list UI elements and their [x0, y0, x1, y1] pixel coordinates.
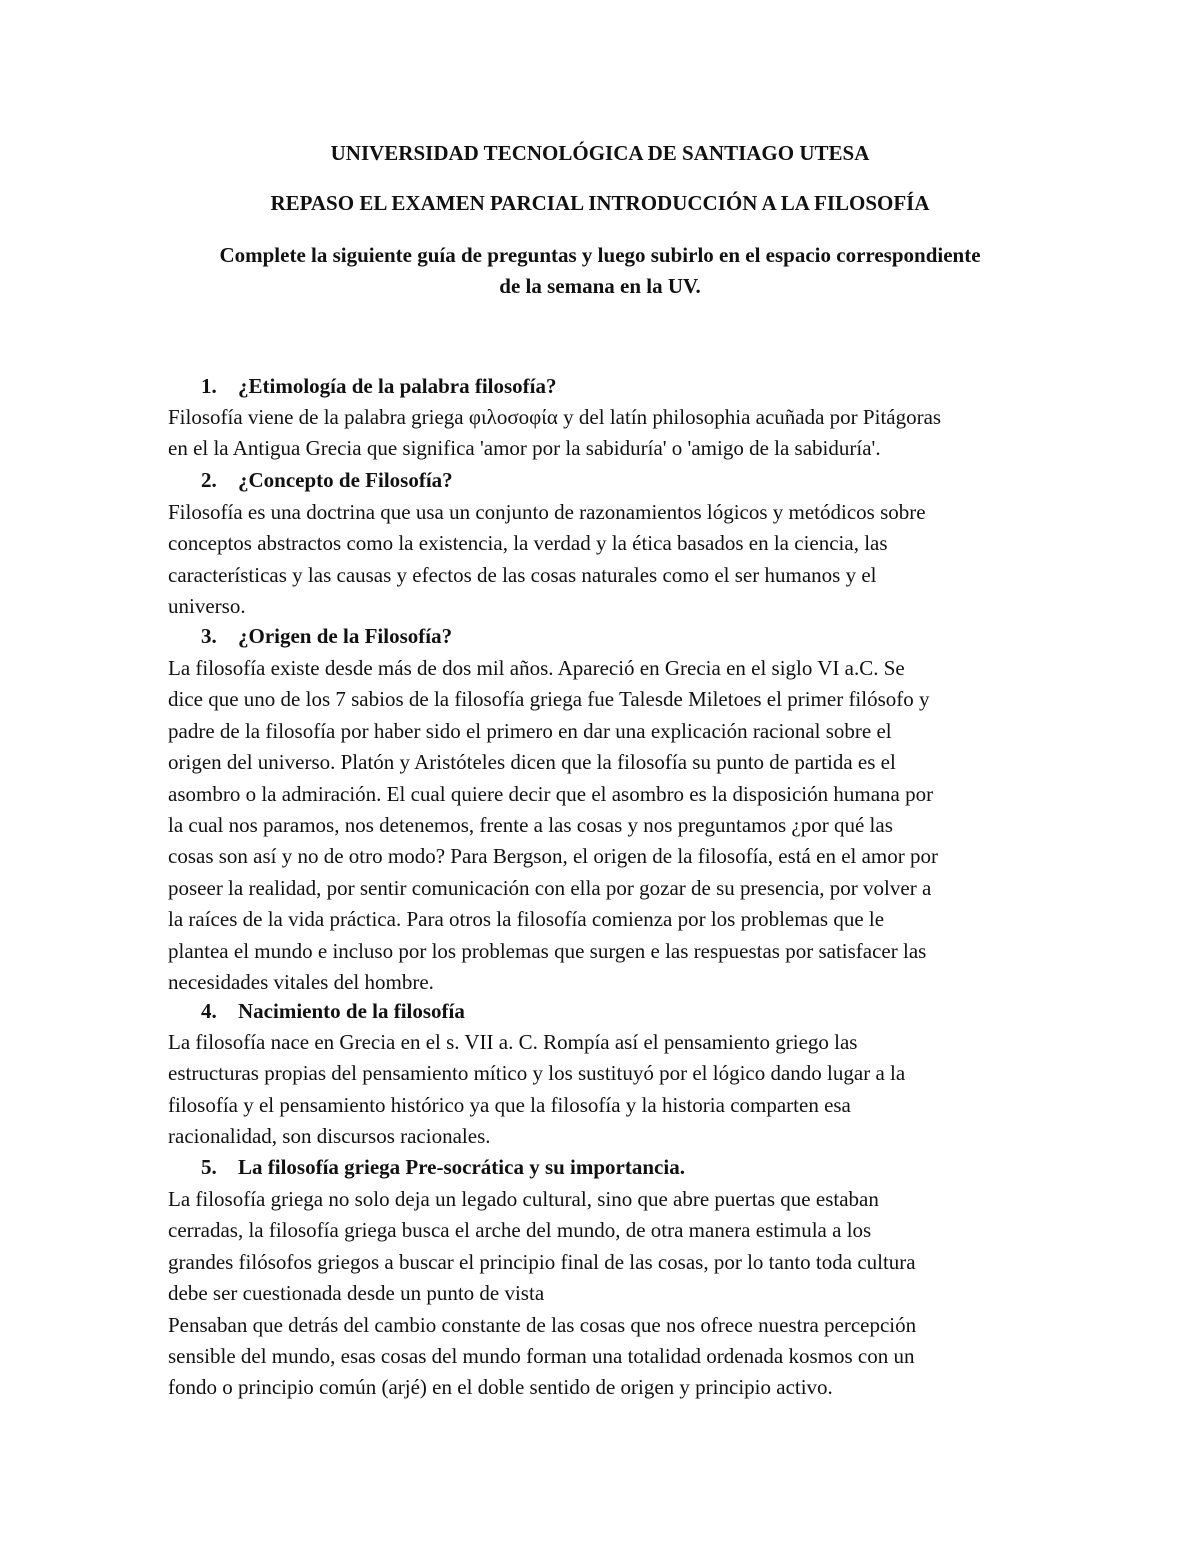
answer-line: Filosofía viene de la palabra griega φιλοσοφία y del latín philosophia acuñada por Pitágoras [168, 405, 942, 429]
answer-line: conceptos abstractos como la existencia, la verdad y la ética basados en la ciencia, las [168, 531, 888, 556]
answer-line: cosas son así y no de otro modo? Para Bergson, el origen de la filosofía, está en el amor por [168, 844, 938, 869]
exam-title: REPASO EL EXAMEN PARCIAL INTRODUCCIÓN A LA FILOSOFÍA [270, 191, 930, 215]
question-2-title [201, 465, 453, 496]
answer-line: racionalidad, son discursos racionales. [168, 1124, 491, 1149]
answer-line: cerradas, la filosofía griega busca el arche del mundo, de otra manera estimula a los [168, 1218, 872, 1243]
instructions [0, 240, 1200, 302]
question-number: 5. [201, 1155, 217, 1179]
university-title: UNIVERSIDAD TECNOLÓGICA DE SANTIAGO UTESA [330, 141, 870, 165]
question-number: 3. [201, 624, 217, 648]
answer-line: poseer la realidad, por sentir comunicación con ella por gozar de su presencia, por volver a [168, 875, 932, 900]
answer-line: dice que uno de los 7 sabios de la filosofía griega fue Talesde Miletoes el primer filósofo y [168, 687, 930, 712]
answer-line: La filosofía griega no solo deja un legado cultural, sino que abre puertas que estaban [168, 1187, 879, 1211]
question-title-text: ¿Etimología de la palabra filosofía? [238, 374, 557, 398]
answer-line: Filosofía es una doctrina que usa un conjunto de razonamientos lógicos y metódicos sobre [168, 500, 926, 524]
answer-line: en el la Antigua Grecia que significa 'amor por la sabiduría' o 'amigo de la sabiduría'. [168, 436, 881, 461]
answer-line: universo. [168, 594, 246, 619]
question-number: 1. [201, 374, 217, 398]
answer-line: asombro o la admiración. El cual quiere decir que el asombro es la disposición humana por [168, 781, 934, 806]
question-3-answer [168, 653, 1038, 998]
answer-line: la cual nos paramos, nos detenemos, frente a las cosas y nos preguntamos ¿por qué las [168, 813, 893, 838]
question-5-answer [168, 1184, 1038, 1404]
question-1-answer [168, 402, 1038, 465]
question-number: 4. [201, 999, 217, 1023]
answer-line: fondo o principio común (arjé) en el doble sentido de origen y principio activo. [168, 1375, 833, 1400]
answer-line: grandes filósofos griegos a buscar el principio final de las cosas, por lo tanto toda cultura [168, 1249, 916, 1274]
question-3-title [201, 621, 452, 652]
question-4-answer [168, 1027, 1038, 1153]
answer-line: la raíces de la vida práctica. Para otros la filosofía comienza por los problemas que le [168, 907, 885, 932]
question-title-text: ¿Concepto de Filosofía? [238, 468, 453, 492]
answer-line: características y las causas y efectos de las cosas naturales como el ser humanos y el [168, 562, 877, 587]
question-title-text: ¿Origen de la Filosofía? [238, 624, 453, 648]
instruction-line: de la semana en la UV. [499, 274, 701, 298]
answer-line: La filosofía existe desde más de dos mil años. Apareció en Grecia en el siglo VI a.C. Se [168, 656, 905, 680]
answer-line: filosofía y el pensamiento histórico ya que la filosofía y la historia comparten esa [168, 1092, 851, 1117]
answer-line: padre de la filosofía por haber sido el primero en dar una explicación racional sobre el [168, 718, 892, 743]
answer-line: debe ser cuestionada desde un punto de vista [168, 1281, 545, 1306]
question-title-text: Nacimiento de la filosofía [238, 999, 465, 1023]
question-1-title [201, 371, 557, 402]
answer-line: Pensaban que detrás del cambio constante de las cosas que nos ofrece nuestra percepción [168, 1312, 917, 1337]
answer-line: estructuras propias del pensamiento mítico y los sustituyó por el lógico dando lugar a la [168, 1061, 906, 1086]
answer-line: La filosofía nace en Grecia en el s. VII a. C. Rompía así el pensamiento griego las [168, 1030, 858, 1054]
question-2-answer [168, 497, 1038, 623]
instruction-line: Complete la siguiente guía de preguntas y luego subirlo en el espacio correspondiente [219, 243, 981, 267]
answer-line: necesidades vitales del hombre. [168, 970, 434, 995]
question-number: 2. [201, 468, 217, 492]
question-5-title [201, 1152, 685, 1183]
answer-line: plantea el mundo e incluso por los problemas que surgen e las respuestas por satisfacer las [168, 938, 927, 963]
question-4-title [201, 996, 465, 1027]
answer-line: origen del universo. Platón y Aristóteles dicen que la filosofía su punto de partida es el [168, 750, 896, 775]
answer-line: sensible del mundo, esas cosas del mundo forman una totalidad ordenada kosmos con un [168, 1344, 915, 1369]
question-title-text: La filosofía griega Pre-socrática y su importancia. [238, 1155, 685, 1179]
